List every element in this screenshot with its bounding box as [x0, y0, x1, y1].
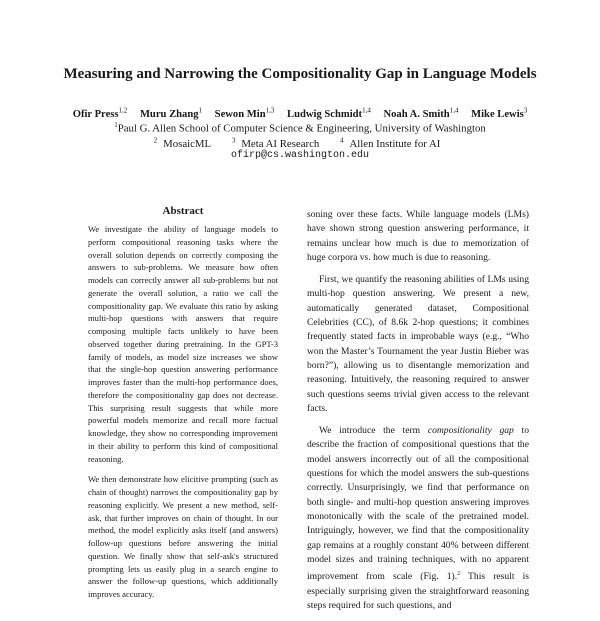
intro-paragraph-continued: soning over these facts. While language models (LMs) have shown strong question answering performance, it remains unclear how much is due to memorization of huge corpora vs. how much is due to reasoning. [307, 209, 529, 263]
intro-paragraph-1: First, we quantify the reasoning abilities of LMs using multi-hop question answering. We present a new, automatically generated dataset, Compositional Celebrities (CC), of 8.6k 2-hop questions; it combines frequently stated facts in improbable ways (e.g., “Who won the Master’s Tournament the year Justin Bieber was born?”), allowing us to disentangle memorization and reasoning. Intuitively, the reasoning required to answer such questions seems trivial given access to the relevant facts. [307, 274, 529, 414]
author: Ludwig Schmidt$^{1,4}$ [287, 106, 371, 120]
author-list [0, 106, 600, 120]
abstract-heading: Abstract [162, 205, 204, 217]
affiliation: $^2$ MosaicML [153, 136, 212, 150]
introduction-column [307, 208, 529, 621]
affiliation: $^4$ Allen Institute for AI [339, 136, 441, 150]
affiliation: $^3$ Meta AI Research [231, 136, 320, 150]
author: Sewon Min$^{1,3}$ [214, 106, 275, 120]
author: Mike Lewis$^3$ [471, 106, 528, 120]
paper-title: Measuring and Narrowing the Compositionality Gap in Language Models [63, 66, 537, 82]
term-compositionality-gap: compositionality gap [427, 425, 514, 437]
author: Ofir Press$^{1,2}$ [72, 106, 128, 120]
footnote-marker[interactable]: 2 [457, 571, 461, 578]
author: Muru Zhang$^1$ [139, 106, 203, 120]
affiliation-line-1: $^1$Paul G. Allen School of Computer Science & Engineering, University of Washington [114, 121, 486, 135]
abstract-body [88, 223, 278, 609]
abstract-paragraph-1: We investigate the ability of language models to perform compositional reasoning tasks where the overall solution depends on correctly composing the answers to sub-problems. We measure how often models can correctly answer all sub-problems but not generate the overall solution, a ratio we call the compositionality gap. We evaluate this ratio by asking multi-hop questions with answers that require composing multiple facts unlikely to have been observed together during pretraining. In the GPT-3 family of models, as model size increases we show that the single-hop question answering performance improves faster than the multi-hop performance does, therefore the compositionality gap does not decrease. This surprising result suggests that while more powerful models memorize and recall more factual knowledge, they show no corresponding improvement in their ability to perform this kind of compositional reasoning. [88, 224, 278, 464]
affiliation-line-2 [0, 136, 600, 150]
contact-email[interactable]: ofirp@cs.washington.edu [230, 150, 370, 161]
abstract-paragraph-2: We then demonstrate how elicitive prompting (such as chain of thought) narrows the compositionality gap by reasoning explicitly. We present a new method, self-ask, that further improves on chain of thought. In our method, the model explicitly asks itself (and answers) follow-up questions before answering the initial question. We finally show that self-ask's structured prompting lets us easily plug in a search engine to answer the follow-up questions, which additionally improves accuracy. [88, 474, 278, 599]
intro-paragraph-2: We introduce the term compositionality gap to describe the fraction of compositional questions that the model answers incorrectly out of all the compositional questions for which the model answers the sub-questions correctly. Unsurprisingly, we find that performance on both single- and multi-hop question answering improves monotonically with the scale of the pretrained model. Intriguingly, however, we find that the compositionality gap remains at a roughly constant 40% between different model sizes and training techniques, with no apparent improvement from scale (Fig. 1).$^2$ This result is especially surprising given the straightforward reasoning steps required for such questions, and [307, 425, 529, 611]
author: Noah A. Smith$^{1,4}$ [383, 106, 459, 120]
